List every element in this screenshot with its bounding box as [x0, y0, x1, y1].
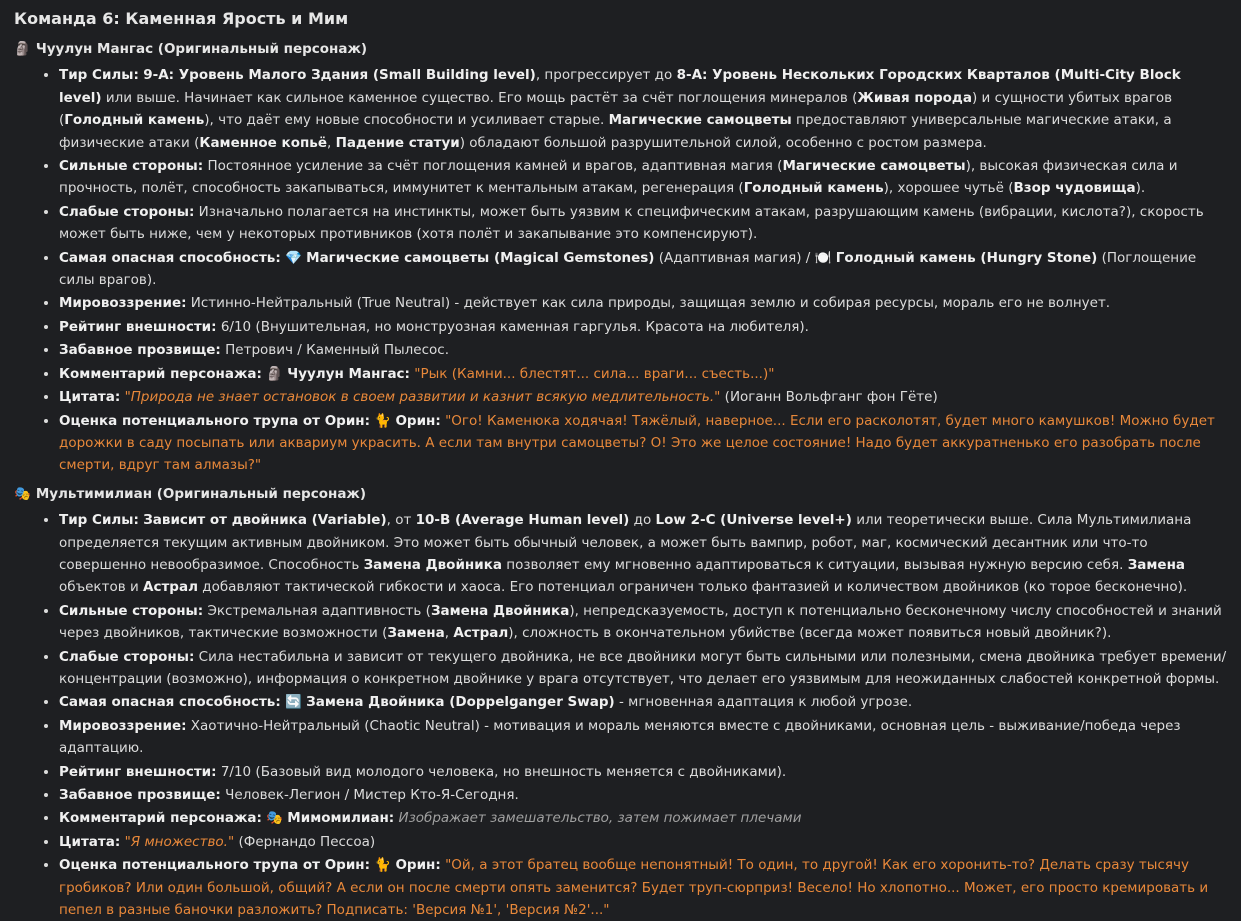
ability-name: Голодный камень [743, 180, 884, 197]
cat-icon: 🐈 [374, 857, 392, 874]
quote-text: "Я множество." [124, 833, 235, 850]
masks-icon: 🎭 [14, 485, 31, 502]
danger-label: Самая опасная способность: [59, 694, 281, 711]
list-item-looks [59, 761, 1227, 783]
text: ), непредсказуемость, доступ к потенциально бесконечному числу способностей и знаний через двойников, тактические возможности ( [59, 602, 1222, 642]
list-item-looks [59, 316, 1227, 338]
text: 6/10 (Внушительная, но монструозная каменная гаргулья. Красота на любителя). [216, 318, 809, 335]
alignment-label: Мировоззрение: [59, 717, 187, 734]
list-item-nickname [59, 784, 1227, 806]
text: Изначально полагается на инстинкты, может быть уязвим к специфическим атакам, разрушающим камень (вибрации, кислота?), скорость может быть ниже, чем у некоторых противников (хотя полёт и закапывание это компенсируют). [59, 203, 1204, 243]
text: Хаотично-Нейтральный (Chaotic Neutral) - мотивация и мораль меняются вместе с двойниками, основная цель - выживание/победа через адаптацию. [59, 717, 1181, 757]
list-item-weaknesses [59, 646, 1227, 691]
ability-name: Каменное копьё [199, 134, 327, 151]
character-title-multimilian [14, 483, 1227, 505]
weaknesses-label: Слабые стороны: [59, 203, 195, 220]
ability-name: Падение статуи [335, 134, 460, 151]
text: до [629, 512, 656, 529]
text: (Адаптивная магия) / [654, 249, 815, 266]
text: , [326, 134, 336, 151]
ability-name: Астрал [143, 579, 198, 596]
speaker-name: Орин: [395, 412, 441, 429]
text: , прогрессирует до [535, 67, 677, 84]
quote-author: (Фернандо Пессоа) [234, 833, 376, 850]
text: Экстремальная адаптивность ( [203, 602, 431, 619]
nickname-label: Забавное прозвище: [59, 342, 221, 359]
list-item-tier [59, 509, 1227, 599]
list-item-strengths [59, 600, 1227, 645]
text: ) и сущности убитых врагов ( [59, 89, 1173, 129]
list-item-danger [59, 691, 1227, 713]
tier-label: Тир Силы: [59, 512, 139, 529]
character-name: Чуулун Мангас (Оригинальный персонаж) [35, 41, 368, 57]
comment-label: Комментарий персонажа: [59, 365, 262, 382]
character-details-multimilian [14, 509, 1227, 921]
alignment-label: Мировоззрение: [59, 295, 187, 312]
comment-text: "Рык (Камни... блестят... сила... враги... съесть...)" [414, 365, 775, 382]
looks-label: Рейтинг внешности: [59, 763, 217, 780]
ability-name: Взор чудовища [1013, 180, 1136, 197]
speaker-name: Мимомилиан: [287, 810, 395, 827]
list-item-quote [59, 386, 1227, 408]
comment-text: Изображает замешательство, затем пожимает плечами [398, 810, 802, 827]
quote-author: (Иоганн Вольфганг фон Гёте) [720, 389, 938, 406]
list-item-strengths [59, 155, 1227, 200]
text: (Поглощение силы врагов). [59, 249, 1197, 289]
comment-label: Комментарий персонажа: [59, 810, 262, 827]
orin-text: "Ого! Каменюка ходячая! Тяжёлый, наверное... Если его расколотят, будет много камушков! Можно будет дорожки в саду посыпать или аквариум украсить. А если там внутри самоцветы? О! Это же целое состояние! Надо будет аккуратненько его разобрать после смерти, вдруг там алмазы?" [59, 412, 1215, 474]
cat-icon: 🐈 [374, 412, 392, 429]
tier-value: 8-А: Уровень Нескольких Городских Кварталов (Multi-City Block level) [59, 67, 1181, 106]
tier-value: Зависит от двойника (Variable) [143, 512, 387, 529]
gem-icon: 💎 [285, 249, 302, 266]
text: или теоретически выше. Сила Мультимилиана определяется текущим активным двойником. Это может быть обычный человек, а может быть вампир, робот, маг, космический десантник или что-то совершенно невообразимое. Способность [59, 512, 1192, 573]
text: ) обладают большой разрушительной силой, особенно с ростом размера. [459, 134, 987, 151]
moai-icon: 🗿 [14, 41, 31, 57]
list-item-danger [59, 247, 1227, 292]
list-item-tier [59, 64, 1227, 154]
quote-text: "Природа не знает остановок в своем развитии и казнит всякую медлительность." [124, 389, 721, 406]
text: Истинно-Нейтральный (True Neutral) - действует как сила природы, защищая землю и собирая ресурсы, мораль его не волнует. [186, 295, 1111, 312]
ability-name: Голодный камень [64, 112, 205, 129]
ability-name: Голодный камень (Hungry Stone) [835, 249, 1098, 266]
list-item-comment [59, 363, 1227, 385]
strengths-label: Сильные стороны: [59, 158, 204, 175]
orin-label: Оценка потенциального трупа от Орин: [59, 412, 371, 429]
tier-label: Тир Силы: [59, 67, 139, 84]
orin-text: "Ой, а этот братец вообще непонятный! То один, то другой! Как его хоронить-то? Делать сразу тысячу гробиков? Или один большой, общий? А если он после смерти опять заменится? Будет труп-сюрприз! Весело! Но хлопотно... Может, его просто кремировать и пепел в разные баночки разложить? Подписать: 'Версия №1', 'Версия №2'..." [59, 857, 1209, 919]
tier-value: 9-А: Уровень Малого Здания (Small Building level) [143, 67, 536, 84]
ability-name: Замена [387, 625, 445, 642]
text: , от [386, 512, 416, 529]
ability-name: Живая порода [857, 89, 972, 106]
list-item-alignment [59, 715, 1227, 760]
text: или выше. Начинает как сильное каменное существо. Его мощь растёт за счёт поглощения минералов ( [101, 89, 858, 106]
ability-name: Магические самоцветы [608, 112, 792, 129]
text: ), что даёт ему новые способности и усиливает старые. [204, 112, 609, 129]
masks-icon: 🎭 [266, 810, 283, 827]
quote-label: Цитата: [59, 389, 121, 406]
weaknesses-label: Слабые стороны: [59, 648, 195, 665]
text: Постоянное усиление за счёт поглощения камней и врагов, адаптивная магия ( [203, 158, 783, 175]
ability-name: Замена Двойника (Doppelganger Swap) [306, 694, 615, 711]
text: ), сложность в окончательном убийстве (всегда может появиться новый двойник?). [508, 625, 1112, 642]
text: , [444, 625, 454, 642]
list-item-nickname [59, 339, 1227, 361]
text: Петрович / Каменный Пылесос. [220, 342, 449, 359]
orin-label: Оценка потенциального трупа от Орин: [59, 857, 371, 874]
text: Сила нестабильна и зависит от текущего двойника, не все двойники могут быть сильными или полезными, смена двойника требует времени/концентрации (возможно), информация о конкретном двойнике у врага отсутствует, что делает его уязвимым для неожиданных слабостей конкретной формы. [59, 648, 1227, 687]
ability-name: Замена [1127, 556, 1186, 573]
text: добавляют тактической гибкости и хаоса. Его потенциал ограничен только фантазией и количеством двойников (ко торое бесконечно). [197, 579, 1188, 596]
text: объектов и [59, 579, 144, 596]
text: 7/10 (Базовый вид молодого человека, но внешность меняется с двойниками). [216, 763, 787, 780]
ability-name: Магические самоцветы [782, 158, 966, 175]
speaker-name: Чуулун Мангас: [287, 365, 410, 382]
character-name: Мультимилиан (Оригинальный персонаж) [35, 485, 367, 502]
nickname-label: Забавное прозвище: [59, 787, 221, 803]
swap-icon: 🔄 [285, 694, 302, 711]
moai-icon: 🗿 [266, 365, 283, 382]
tier-value: Low 2-C (Universe level+) [655, 512, 852, 529]
text: предоставляют универсальные магические атаки, а физические атаки ( [59, 112, 1172, 151]
ability-name: Замена Двойника [430, 602, 570, 619]
page-title: Команда 6: Каменная Ярость и Мим [14, 9, 349, 28]
text: ), хорошее чутьё ( [883, 180, 1014, 197]
list-item-orin [59, 410, 1227, 477]
list-item-quote [59, 831, 1227, 853]
text: позволяет ему мгновенно адаптироваться к ситуации, вызывая нужную версию себя. [501, 556, 1128, 573]
character-title-chuulun [14, 38, 1227, 60]
speaker-name: Орин: [395, 857, 441, 874]
list-item-comment [59, 807, 1227, 829]
danger-label: Самая опасная способность: [59, 249, 281, 266]
text: - мгновенная адаптация к любой угрозе. [614, 694, 913, 711]
ability-name: Магические самоцветы (Magical Gemstones) [306, 249, 655, 266]
plate-icon: 🍽️ [814, 249, 832, 266]
text: ). [1135, 180, 1146, 197]
quote-label: Цитата: [59, 833, 121, 850]
strengths-label: Сильные стороны: [59, 602, 204, 619]
character-details-chuulun [14, 64, 1227, 476]
text: Человек-Легион / Мистер Кто-Я-Сегодня. [220, 787, 519, 803]
list-item-orin [59, 854, 1227, 921]
tier-value: 10-В (Average Human level) [415, 512, 630, 529]
ability-name: Замена Двойника [363, 556, 502, 573]
ability-name: Астрал [453, 625, 509, 642]
looks-label: Рейтинг внешности: [59, 318, 217, 335]
list-item-weaknesses [59, 201, 1227, 246]
list-item-alignment [59, 292, 1227, 314]
text: ), высокая физическая сила и прочность, полёт, способность закапываться, иммунитет к ментальным атакам, регенерация ( [59, 158, 1178, 197]
